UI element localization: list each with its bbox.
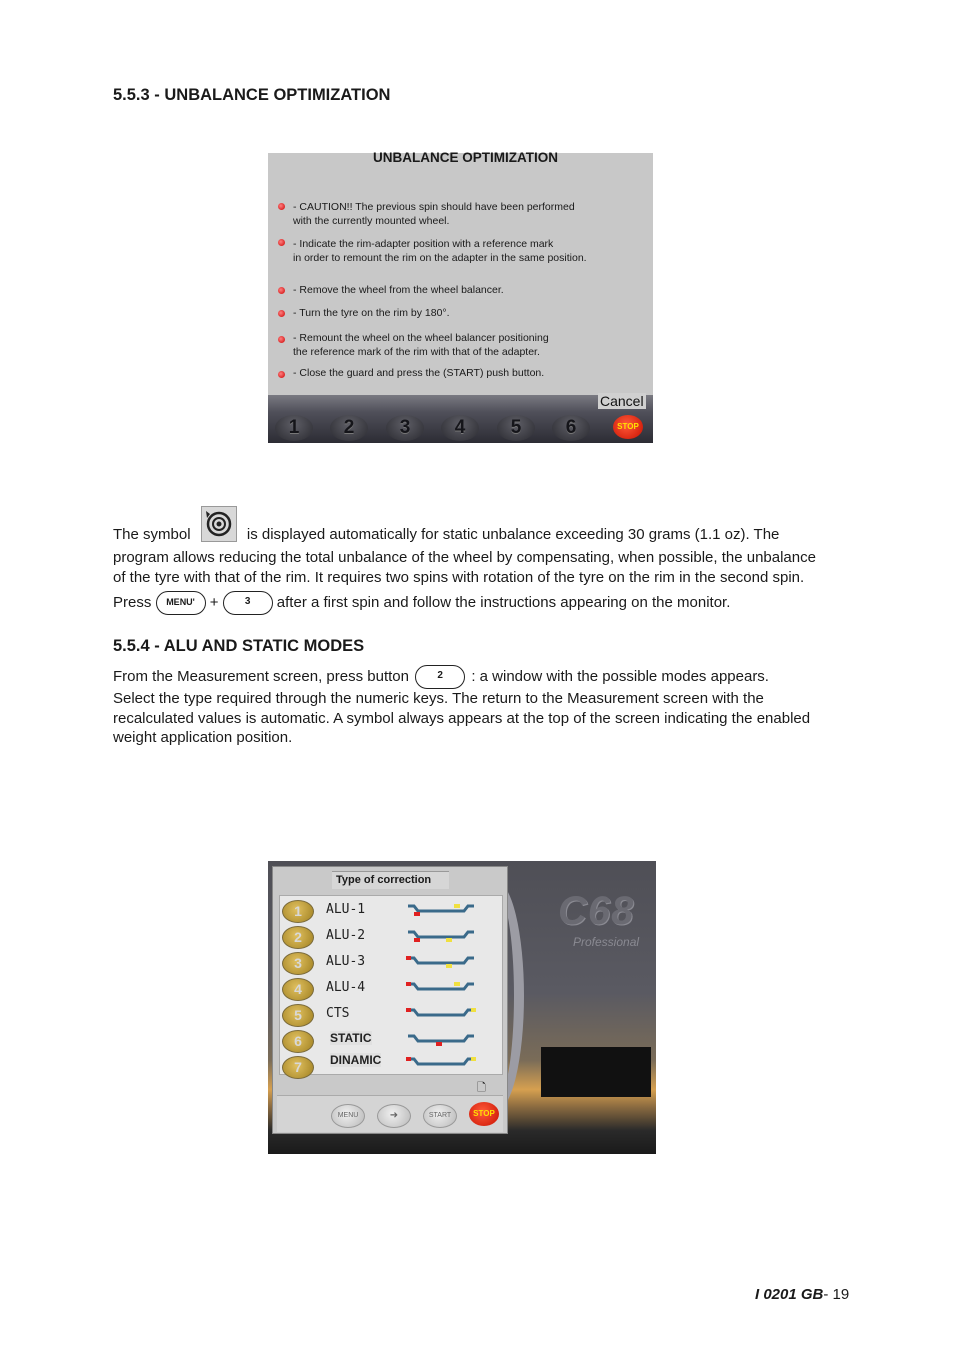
- section-heading-unbalance-optimization: 5.5.3 - UNBALANCE OPTIMIZATION: [113, 86, 391, 104]
- correction-options-list: [279, 895, 503, 1075]
- display-area: [541, 1047, 651, 1097]
- screen-title: UNBALANCE OPTIMIZATION: [373, 150, 558, 165]
- menu-key-button: MENU': [156, 591, 206, 615]
- option-7-key[interactable]: 7: [282, 1056, 314, 1079]
- option-dinamic[interactable]: DINAMIC: [330, 1053, 382, 1067]
- option-alu-2[interactable]: ALU-2: [326, 928, 366, 943]
- key-2-oval: 2: [415, 665, 465, 689]
- key-4-button[interactable]: 4: [441, 415, 479, 441]
- document-code: I 0201 GB: [755, 1286, 824, 1303]
- correction-panel: [272, 866, 508, 1134]
- rim-diagram-icon: [406, 1007, 476, 1021]
- option-6-key[interactable]: 6: [282, 1030, 314, 1053]
- option-cts[interactable]: CTS: [326, 1006, 350, 1021]
- optimization-symbol-icon: [201, 506, 237, 542]
- key-3-oval: 3: [223, 591, 273, 615]
- rim-diagram-icon: [406, 981, 476, 995]
- option-alu-3[interactable]: ALU-3: [326, 954, 366, 969]
- option-alu-4[interactable]: ALU-4: [326, 980, 366, 995]
- section-heading-alu-static-modes: 5.5.4 - ALU AND STATIC MODES: [113, 637, 365, 655]
- bullet-icon: [278, 371, 285, 378]
- rim-diagram-icon: [406, 903, 476, 917]
- bullet-icon: [278, 287, 285, 294]
- option-1-key[interactable]: 1: [282, 900, 314, 923]
- panel-title: Type of correction: [332, 871, 449, 889]
- key-5-button[interactable]: 5: [497, 415, 535, 441]
- instruction-item: - Close the guard and press the (START) push button.: [293, 367, 545, 379]
- screen-footer-bar: [277, 1095, 503, 1132]
- key-3-button[interactable]: 3: [386, 415, 424, 441]
- option-4-key[interactable]: 4: [282, 978, 314, 1001]
- stop-button[interactable]: STOP: [469, 1102, 499, 1126]
- alu-modes-description: From the Measurement screen, press button 2 : a window with the possible modes appears. Select the type required through the numeric keys. The return to the Measurement screen with the recalculated values is automatic. A symbol always appears at the top of the screen indicating the enabled weight application position.: [113, 665, 873, 748]
- page-number: - 19: [823, 1286, 850, 1303]
- rim-diagram-icon: [406, 1033, 476, 1047]
- option-alu-1[interactable]: ALU-1: [326, 902, 366, 917]
- bullet-icon: [278, 203, 285, 210]
- option-2-key[interactable]: 2: [282, 926, 314, 949]
- brand-subtitle: Professional: [573, 935, 640, 949]
- stop-button[interactable]: STOP: [613, 415, 643, 439]
- bullet-icon: [278, 239, 285, 246]
- instruction-item: - Turn the tyre on the rim by 180°.: [293, 307, 450, 319]
- instruction-item: - Remount the wheel on the wheel balancer positioning the reference mark of the rim with that of the adapter.: [293, 332, 549, 358]
- cancel-button[interactable]: Cancel: [600, 393, 644, 409]
- clipboard-icon: 🗋: [477, 1082, 486, 1094]
- key-6-button[interactable]: 6: [552, 415, 590, 441]
- rim-diagram-icon: [406, 929, 476, 943]
- key-2-button[interactable]: 2: [330, 415, 368, 441]
- bullet-icon: [278, 336, 285, 343]
- type-of-correction-screen: [268, 861, 656, 1154]
- optimization-description: The symbol is displayed automatically for static unbalance exceeding 30 grams (1.1 oz). The program allows reducing the total unbalance of the wheel by compensating, when possible, the unbalance of the tyre with that of the rim. It requires two spins with rotation of the tyre on the rim in the second spin. Press MENU' + 3 after a first spin and follow the instructions appearing on the monitor.: [113, 512, 873, 615]
- key-1-button[interactable]: 1: [275, 415, 313, 441]
- instruction-item: - Indicate the rim-adapter position with a reference mark in order to remount the rim on the adapter in the same position.: [293, 238, 587, 264]
- unbalance-optimization-screen: [268, 150, 653, 443]
- rim-diagram-icon: [406, 1056, 476, 1070]
- instruction-item: - CAUTION!! The previous spin should have been performed with the currently mounted wheel.: [293, 201, 575, 227]
- menu-button[interactable]: MENU: [331, 1104, 365, 1128]
- rim-diagram-icon: [406, 955, 476, 969]
- brand-logo: C68: [558, 889, 635, 933]
- option-5-key[interactable]: 5: [282, 1004, 314, 1027]
- instruction-item: - Remove the wheel from the wheel balancer.: [293, 284, 504, 296]
- page-footer: [755, 1286, 849, 1303]
- option-3-key[interactable]: 3: [282, 952, 314, 975]
- option-static[interactable]: STATIC: [330, 1031, 372, 1045]
- arrow-right-icon[interactable]: ➜: [377, 1104, 411, 1128]
- start-button[interactable]: START: [423, 1104, 457, 1128]
- bullet-icon: [278, 310, 285, 317]
